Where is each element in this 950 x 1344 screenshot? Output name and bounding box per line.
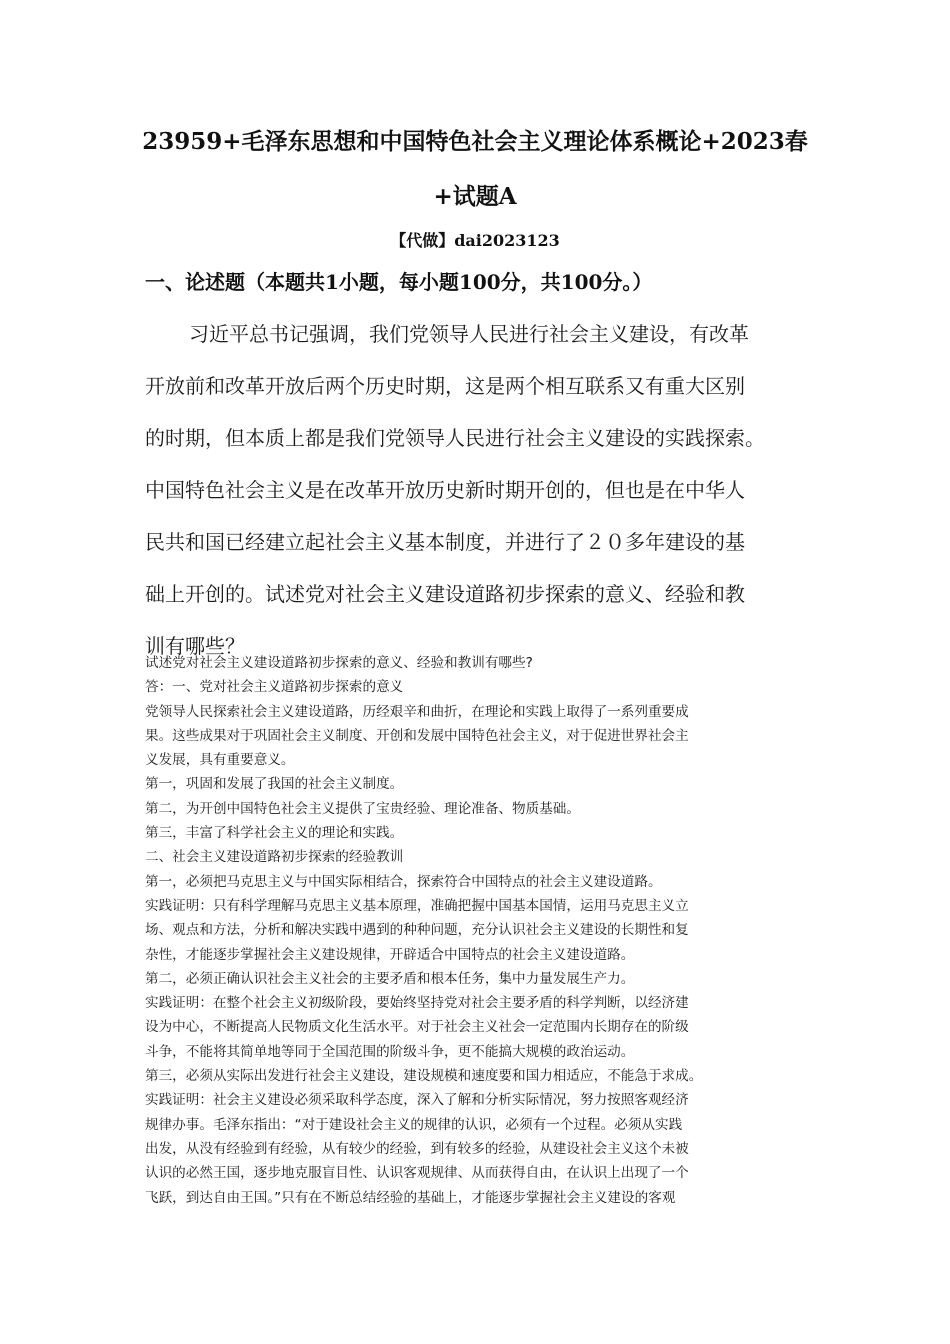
- answer-line: 认识的必然王国，逐步地克服盲目性、认识客观规律、从而获得自由，在认识上出现了一个: [145, 1165, 689, 1182]
- document-title-line1: 23959+毛泽东思想和中国特色社会主义理论体系概论+2023春: [142, 128, 808, 155]
- answer-line: 第一，必须把马克思主义与中国实际相结合，探索符合中国特点的社会主义建设道路。: [145, 873, 662, 890]
- answer-line: 飞跃，到达自由王国。”只有在不断总结经验的基础上，才能逐步掌握社会主义建设的客观: [145, 1189, 676, 1206]
- answer-line: 第三，必须从实际出发进行社会主义建设，建设规模和速度要和国力相适应，不能急于求成。: [145, 1068, 703, 1085]
- question-line: 开放前和改革开放后两个历史时期，这是两个相互联系又有重大区别: [145, 374, 745, 398]
- question-line: 训有哪些？: [145, 634, 245, 658]
- question-line: 中国特色社会主义是在改革开放历史新时期开创的，但也是在中华人: [145, 478, 745, 502]
- answer-line: 实践证明：只有科学理解马克思主义基本原理，准确把握中国基本国情，运用马克思主义立: [145, 897, 689, 914]
- question-line: 的时期，但本质上都是我们党领导人民进行社会主义建设的实践探索。: [145, 426, 765, 450]
- answer-line: 出发，从没有经验到有经验，从有较少的经验，到有较多的经验，从建设社会主义这个未被: [145, 1140, 689, 1157]
- answer-line: 试述党对社会主义建设道路初步探索的意义、经验和教训有哪些?: [145, 655, 533, 671]
- answer-line: 设为中心，不断提高人民物质文化生活水平。对于社会主义社会一定范围内长期存在的阶级: [145, 1019, 689, 1036]
- answer-line: 杂性，才能逐步掌握社会主义建设规律，开辟适合中国特点的社会主义建设道路。: [145, 946, 635, 963]
- section-heading: 一、论述题（本题共1小题，每小题100分，共100分。）: [145, 270, 653, 294]
- question-line: 础上开创的。试述党对社会主义建设道路初步探索的意义、经验和教: [145, 582, 745, 606]
- answer-line: 实践证明：社会主义建设必须采取科学态度，深入了解和分析实际情况，努力按照客观经济: [145, 1092, 689, 1109]
- answer-line: 实践证明：在整个社会主义初级阶段，要始终坚持党对社会主要矛盾的科学判断，以经济建: [145, 995, 689, 1012]
- answer-line: 果。这些成果对于巩固社会主义制度、开创和发展中国特色社会主义，对于促进世界社会主: [145, 727, 689, 744]
- answer-line: 第二，为开创中国特色社会主义提供了宝贵经验、理论准备、物质基础。: [145, 800, 580, 817]
- answer-line: 答：一、党对社会主义道路初步探索的意义: [145, 679, 404, 696]
- answer-line: 二、社会主义建设道路初步探索的经验教训: [145, 849, 404, 866]
- agent-contact: 【代做】dai2023123: [390, 231, 560, 250]
- question-text: [145, 308, 825, 672]
- answer-line: 第二，必须正确认识社会主义社会的主要矛盾和根本任务，集中力量发展生产力。: [145, 970, 635, 987]
- question-line: 民共和国已经建立起社会主义基本制度，并进行了２０多年建设的基: [145, 530, 745, 554]
- question-line: 习近平总书记强调，我们党领导人民进行社会主义建设，有改革: [189, 322, 749, 346]
- answer-line: 斗争，不能将其简单地等同于全国范围的阶级斗争，更不能搞大规模的政治运动。: [145, 1043, 635, 1060]
- answer-line: 规律办事。毛泽东指出：“对于建设社会主义的规律的认识，必须有一个过程。必须从实践: [145, 1116, 683, 1133]
- answer-line: 场、观点和方法，分析和解决实践中遇到的种种问题，充分认识社会主义建设的长期性和复: [145, 922, 689, 939]
- answer-line: 义发展，具有重要意义。: [145, 752, 295, 769]
- document-title-line2: +试题A: [433, 183, 517, 210]
- answer-line: 第一，巩固和发展了我国的社会主义制度。: [145, 776, 404, 793]
- answer-line: 党领导人民探索社会主义建设道路，历经艰辛和曲折，在理论和实践上取得了一系列重要成: [145, 703, 689, 720]
- answer-line: 第三，丰富了科学社会主义的理论和实践。: [145, 825, 404, 842]
- answer-text: [145, 651, 825, 1210]
